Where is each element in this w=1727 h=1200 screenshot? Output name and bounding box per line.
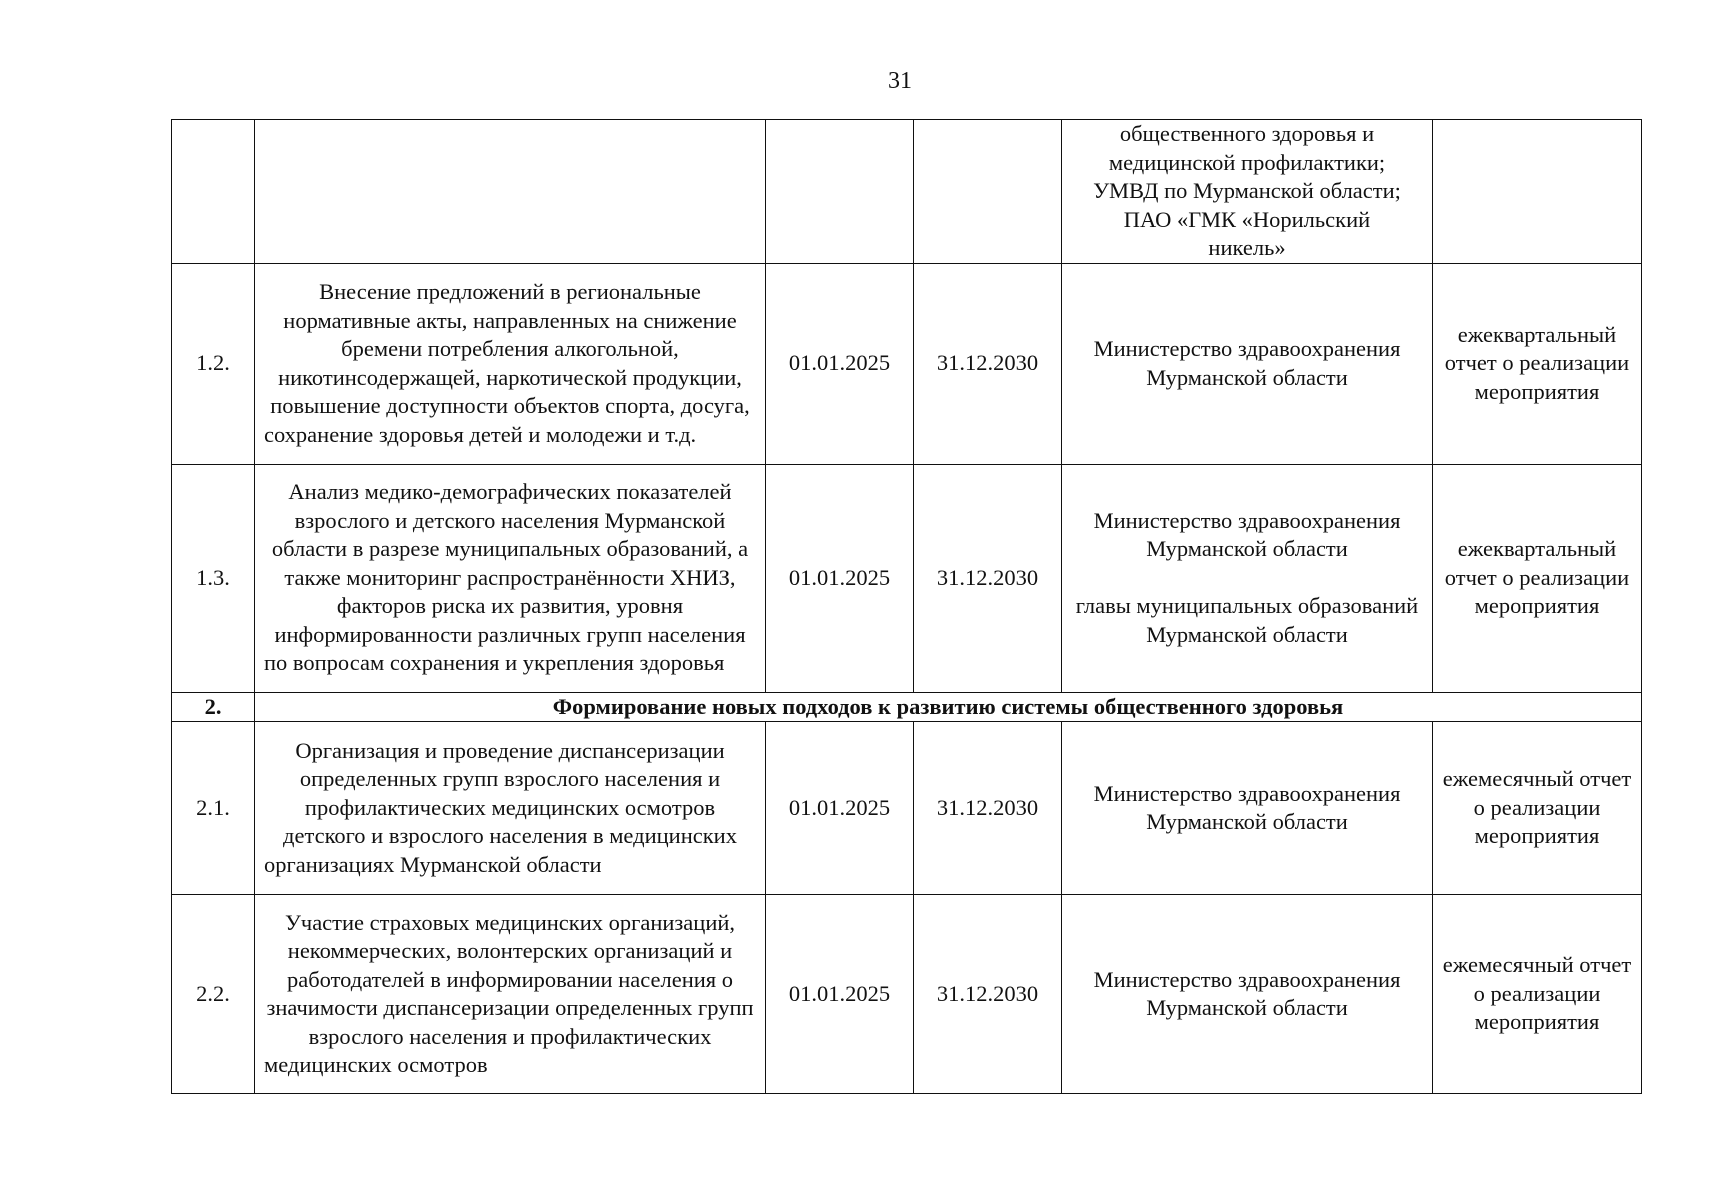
executor-line: ПАО «ГМК «Норильский xyxy=(1123,206,1371,232)
start-date-cell: 01.01.2025 xyxy=(766,263,914,464)
row-number-cell: 1.2. xyxy=(172,263,255,464)
end-date-cell: 31.12.2030 xyxy=(914,464,1062,692)
report-cell: ежемесячный отчет о реализации мероприятия xyxy=(1433,722,1642,895)
table-row xyxy=(172,263,1642,464)
report-cell: ежеквартальный отчет о реализации мероприятия xyxy=(1433,464,1642,692)
executor-cell xyxy=(1062,464,1433,692)
row-number-cell: 2.1. xyxy=(172,722,255,895)
executor-line: общественного здоровья и xyxy=(1119,121,1375,146)
executor-line: никель» xyxy=(1208,235,1286,260)
start-date-cell: 01.01.2025 xyxy=(766,722,914,895)
executor-text-2: главы муниципальных образований Мурманской области xyxy=(1075,593,1419,647)
row-number-cell xyxy=(172,120,255,264)
start-date-cell: 01.01.2025 xyxy=(766,895,914,1094)
table-row xyxy=(172,895,1642,1094)
section-number-cell: 2. xyxy=(172,692,255,722)
start-date-cell: 01.01.2025 xyxy=(766,464,914,692)
table-row xyxy=(172,464,1642,692)
row-number-cell: 1.3. xyxy=(172,464,255,692)
page-number: 31 xyxy=(888,68,912,94)
executor-gap xyxy=(1071,564,1423,593)
end-date-cell: 31.12.2030 xyxy=(914,722,1062,895)
executor-cell: Министерство здравоохранения Мурманской области xyxy=(1062,895,1433,1094)
section-title-cell: Формирование новых подходов к развитию системы общественного здоровья xyxy=(255,692,1642,722)
executor-cell: Министерство здравоохранения Мурманской области xyxy=(1062,722,1433,895)
start-date-cell xyxy=(766,120,914,264)
executor-text: Министерство здравоохранения Мурманской области xyxy=(1093,507,1401,562)
report-cell xyxy=(1433,120,1642,264)
description-cell: Организация и проведение диспансеризации определенных групп взрослого населения и профилактических медицинских осмотров детского и взрослого населения в медицинских организациях Мурманской области xyxy=(255,722,766,895)
description-cell xyxy=(255,120,766,264)
row-number-cell: 2.2. xyxy=(172,895,255,1094)
executor-cell xyxy=(1062,120,1433,264)
report-cell: ежемесячный отчет о реализации мероприятия xyxy=(1433,895,1642,1094)
end-date-cell: 31.12.2030 xyxy=(914,263,1062,464)
report-cell: ежеквартальный отчет о реализации мероприятия xyxy=(1433,263,1642,464)
description-cell: Участие страховых медицинских организаций, некоммерческих, волонтерских организаций и работодателей в информировании населения о значимости диспансеризации определенных групп взрослого населения и профилактических медицинских осмотров xyxy=(255,895,766,1094)
table-row xyxy=(172,120,1642,264)
end-date-cell: 31.12.2030 xyxy=(914,895,1062,1094)
executor-line: медицинской профилактики; xyxy=(1108,149,1386,175)
executor-cell: Министерство здравоохранения Мурманской области xyxy=(1062,263,1433,464)
measures-table xyxy=(171,119,1642,1094)
executor-line: УМВД по Мурманской области; xyxy=(1093,178,1401,203)
section-row xyxy=(172,692,1642,722)
end-date-cell xyxy=(914,120,1062,264)
description-cell: Внесение предложений в региональные нормативные акты, направленных на снижение бремени потребления алкогольной, никотинсодержащей, наркотической продукции, повышение доступности объектов спорта, досуга, сохранение здоровья детей и молодежи и т.д. xyxy=(255,263,766,464)
description-cell: Анализ медико-демографических показателей взрослого и детского населения Мурманской области в разрезе муниципальных образований, а также мониторинг распространённости ХНИЗ, факторов риска их развития, уровня информированности различных групп населения по вопросам сохранения и укрепления здоровья xyxy=(255,464,766,692)
table-row xyxy=(172,722,1642,895)
